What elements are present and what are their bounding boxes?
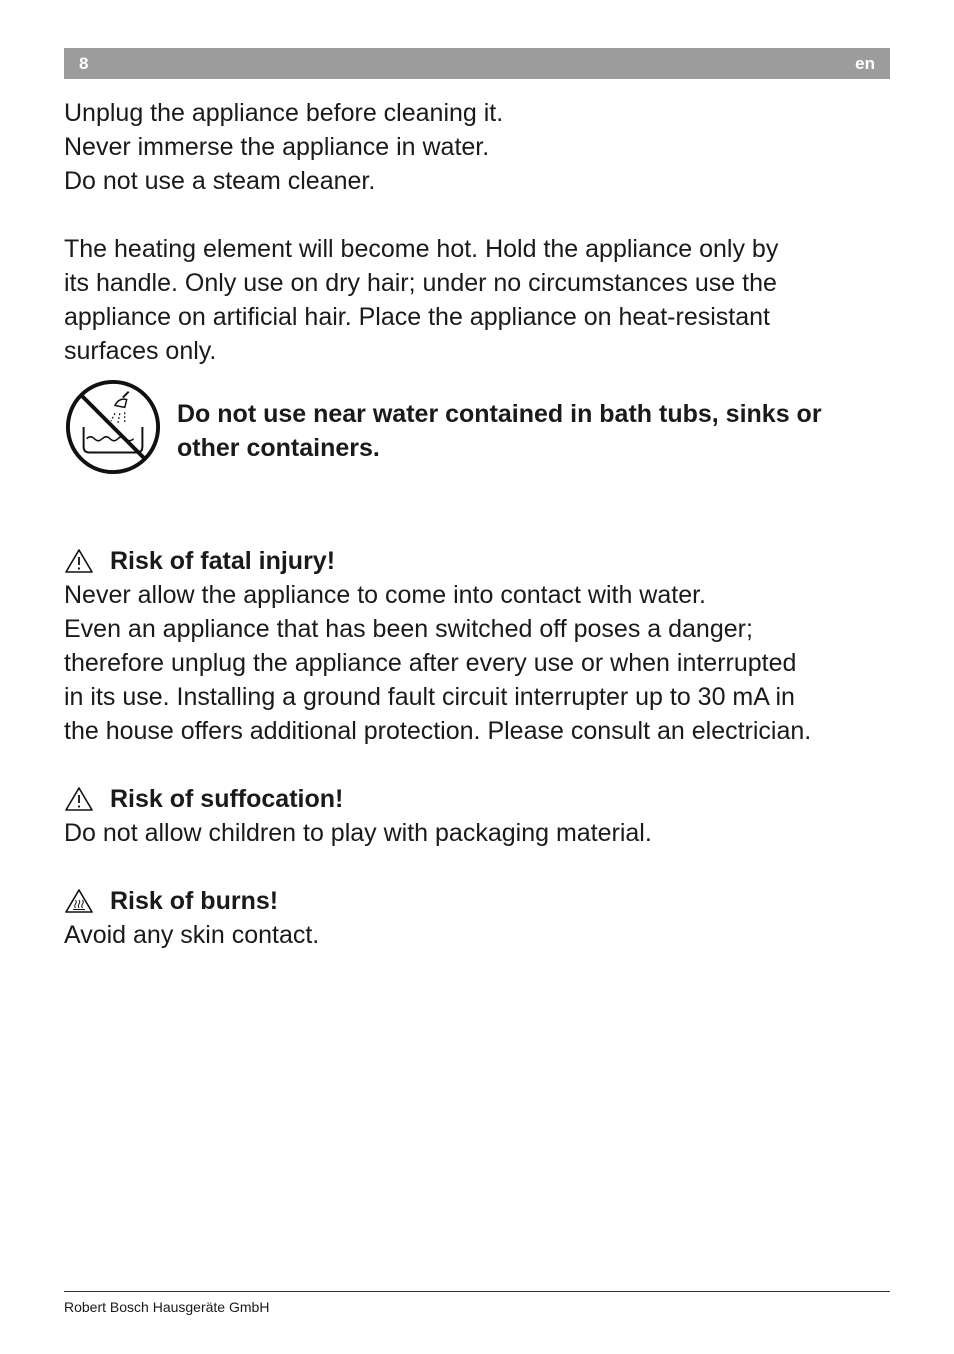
warning-title: Risk of fatal injury! xyxy=(110,547,336,575)
warning-heading xyxy=(64,782,894,816)
warning-title: Risk of suffocation! xyxy=(110,785,344,813)
warning-body xyxy=(64,918,894,952)
language-code: en xyxy=(855,53,875,73)
no-water-near-bathtub-icon xyxy=(64,378,162,476)
text-line: its handle. Only use on dry hair; under no circumstances use the xyxy=(64,269,777,297)
text-line: Never immerse the appliance in water. xyxy=(64,133,490,161)
text-line: other containers. xyxy=(177,434,380,462)
text-line: appliance on artificial hair. Place the appliance on heat-resistant xyxy=(64,303,770,331)
warning-triangle-icon xyxy=(64,548,94,574)
warning-heading xyxy=(64,884,894,918)
warning-heading xyxy=(64,544,894,578)
spacer xyxy=(64,198,894,232)
text-line: Even an appliance that has been switched off poses a danger; xyxy=(64,615,753,643)
cleaning-instructions xyxy=(64,96,894,198)
text-line: therefore unplug the appliance after every use or when interrupted xyxy=(64,649,797,677)
text-line: The heating element will become hot. Hold the appliance only by xyxy=(64,235,779,263)
warning-body xyxy=(64,578,894,748)
text-line: surfaces only. xyxy=(64,337,217,365)
text-line: Do not use near water contained in bath tubs, sinks or xyxy=(177,400,822,428)
text-line: in its use. Installing a ground fault circuit interrupter up to 30 mA in xyxy=(64,683,795,711)
text-line: Do not use a steam cleaner. xyxy=(64,167,376,195)
hot-surface-warning-icon xyxy=(64,888,94,914)
page-content xyxy=(64,96,894,952)
water-notice-text xyxy=(177,390,822,465)
warning-fatal-injury xyxy=(64,544,894,748)
text-line: Do not allow children to play with packaging material. xyxy=(64,819,652,847)
text-line: the house offers additional protection. Please consult an electrician. xyxy=(64,717,812,745)
page-header-bar xyxy=(64,48,890,79)
warning-body xyxy=(64,816,894,850)
warning-triangle-icon xyxy=(64,786,94,812)
page-number: 8 xyxy=(79,53,89,73)
footer-divider xyxy=(64,1291,890,1292)
text-line: Unplug the appliance before cleaning it. xyxy=(64,99,504,127)
warning-burns xyxy=(64,884,894,952)
warning-suffocation xyxy=(64,782,894,850)
text-line: Never allow the appliance to come into contact with water. xyxy=(64,581,707,609)
warning-title: Risk of burns! xyxy=(110,887,279,915)
water-notice xyxy=(64,390,894,476)
text-line: Avoid any skin contact. xyxy=(64,921,320,949)
heating-instructions xyxy=(64,232,894,368)
footer-company: Robert Bosch Hausgeräte GmbH xyxy=(64,1299,270,1315)
